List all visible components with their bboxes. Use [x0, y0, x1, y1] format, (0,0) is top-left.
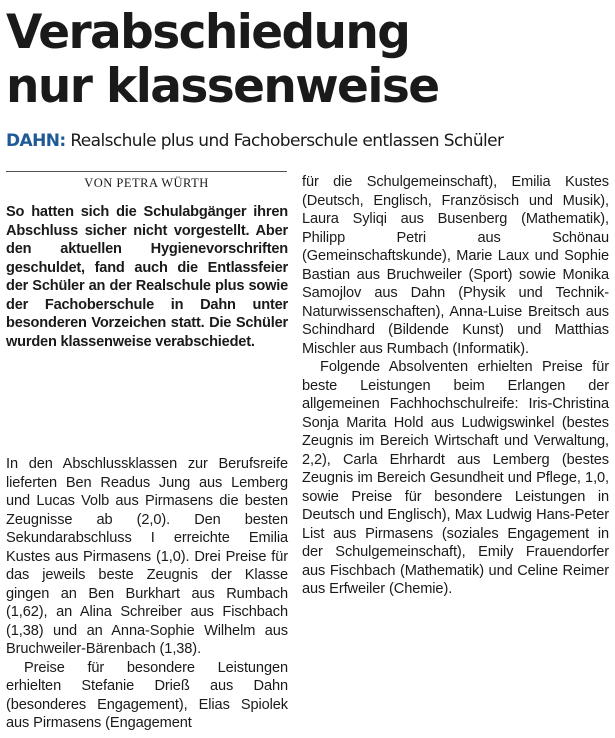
headline-line-2: nur klassenweise [6, 59, 439, 114]
headline [6, 6, 610, 114]
byline: VON PETRA WÜRTH [84, 176, 209, 190]
lead-paragraph [6, 203, 288, 351]
body-column-2 [302, 173, 609, 599]
subheadline [6, 131, 610, 151]
location-label: DAHN: [6, 131, 66, 151]
headline-line-1: Verabschiedung [6, 5, 410, 60]
byline-divider [6, 171, 287, 172]
paragraph-3: Folgende Absolventen erhielten Preise für beste Leistungen beim Erlangen der allgemeinen Fachhochschulreife: Iris-Christina Sonja Marita Hold aus Ludwigswinkel (bestes Zeugnis im Bereich Wirtschaft und Verwaltung, 2,2), Carla Ehrhardt aus Lemberg (bestes Zeugnis im Bereich Gesundheit und Pflege, 1,0, sowie Preise für besondere Leistungen in Deutsch und Englisch), Max Ludwig Hans-Peter List aus Pirmasens (soziales Engagement in der Schulgemeinschaft), Emily Frauendorfer aus Fischbach (Mathematik) und Celine Reimer aus Erfweiler (Chemie). [302, 359, 609, 597]
lead-text: So hatten sich die Schulabgänger ihren Abschluss sicher nicht vorgestellt. Aber den aktuellen Hygienevorschriften geschuldet, fand auch die Entlassfeier der Schüler an der Realschule plus sowie der Fachoberschule in Dahn unter besonderen Vorzeichen statt. Die Schüler wurden klassenweise verabschiedet. [6, 204, 288, 350]
body-column-1 [6, 455, 288, 733]
subheadline-text: Realschule plus und Fachoberschule entlassen Schüler [70, 131, 504, 151]
paragraph-1: In den Abschlussklassen zur Berufsreife lieferten Ben Readus Jung aus Lemberg und Lucas Volb aus Pirmasens die besten Zeugnisse ab (2,0). Den besten Sekundarabschluss I erreichte Emilia Kustes aus Pirmasens (1,0). Drei Preise für das jeweils beste Zeugnis der Klasse gingen an Ben Burkhart aus Rumbach (1,62), an Alina Schreiber aus Fischbach (1,38) und an Anna-Sophie Wilhelm aus Bruchweiler-Bärenbach (1,38). [6, 456, 288, 657]
paragraph-2-start: Preise für besondere Leistungen erhielten Stefanie Drieß aus Dahn (besonderes Engagement), Elias Spiolek aus Pirmasens (Engagement [6, 659, 288, 731]
paragraph-2-continued: für die Schulgemeinschaft), Emilia Kustes (Deutsch, Englisch, Französisch und Musik), Laura Syliqi aus Busenberg (Mathematik), Philipp Petri aus Schönau (Gemeinschaftskunde), Marie Laux und Sophie Bastian aus Bruchweiler (Sport) sowie Monika Samojlov aus Dahn (Physik und Technik-Naturwissenschaften), Anna-Luise Breitsch aus Schindhard (Bildende Kunst) und Matthias Mischler aus Rumbach (Informatik). [302, 174, 609, 357]
